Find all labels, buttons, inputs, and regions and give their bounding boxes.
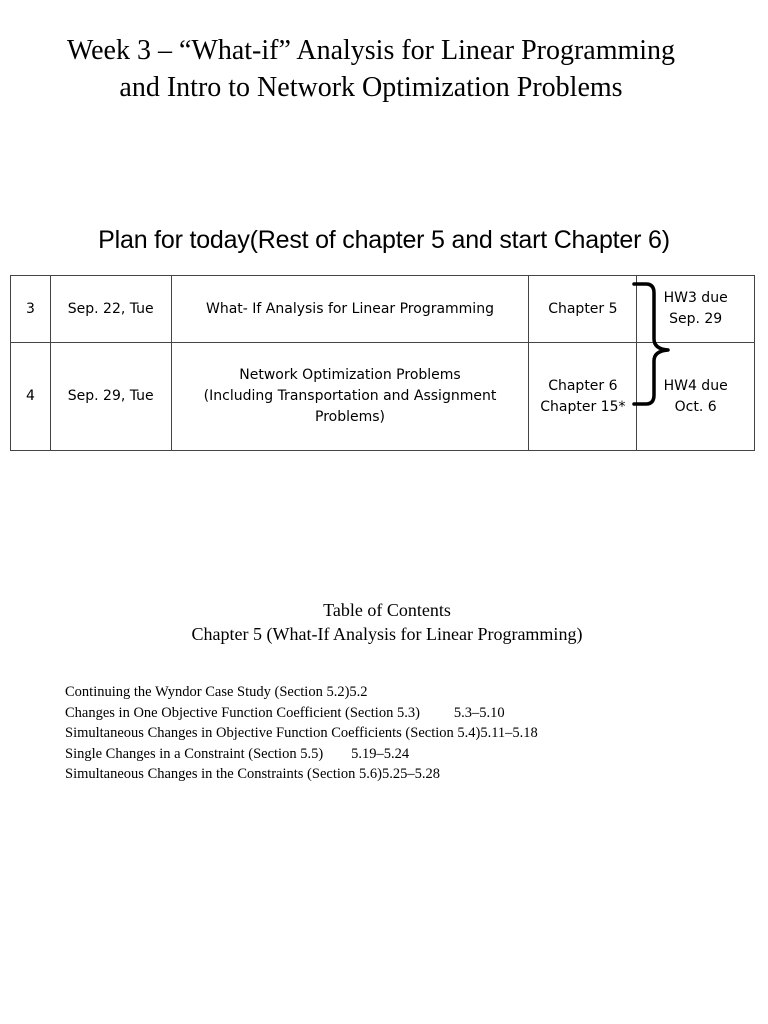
date-cell: Sep. 22, Tue — [50, 276, 171, 343]
reading-line: Chapter 6 — [548, 377, 618, 394]
table-of-contents-heading — [0, 598, 768, 646]
topic-cell — [171, 343, 529, 451]
slide-title — [0, 32, 742, 106]
toc-item — [65, 682, 745, 703]
topic-cell — [171, 276, 529, 343]
title-line-2: and Intro to Network Optimization Problems — [119, 72, 623, 103]
curly-brace-icon — [632, 281, 682, 407]
toc-item-pages: 5.11–5.18 — [480, 725, 538, 741]
toc-item-text: Simultaneous Changes in Objective Function Coefficients (Section 5.4) — [65, 725, 481, 741]
toc-item-text: Continuing the Wyndor Case Study (Section 5.2) — [65, 684, 350, 700]
toc-item-pages: 5.3–5.10 — [453, 704, 505, 721]
plan-heading: Plan for today(Rest of chapter 5 and start Chapter 6) — [98, 226, 670, 254]
date-cell: Sep. 29, Tue — [50, 343, 171, 451]
toc-item — [65, 723, 745, 744]
homework-line: HW4 due — [663, 377, 728, 394]
reading-cell — [529, 276, 637, 343]
toc-item-pages: 5.2 — [349, 684, 368, 700]
toc-item-text: Changes in One Objective Function Coefficient (Section 5.3) — [65, 704, 420, 721]
toc-item-text: Single Changes in a Constraint (Section 5.5) — [65, 745, 324, 762]
toc-item — [65, 703, 745, 724]
toc-item — [65, 744, 745, 765]
toc-subtitle: Chapter 5 (What-If Analysis for Linear Programming) — [191, 624, 583, 644]
toc-item — [65, 764, 745, 785]
topic-line: Network Optimization Problems — [239, 367, 461, 383]
toc-item-pages: 5.25–5.28 — [381, 766, 440, 782]
homework-line: Sep. 29 — [669, 311, 723, 327]
toc-list — [65, 682, 745, 785]
week-cell: 4 — [11, 343, 51, 451]
toc-title: Table of Contents — [323, 600, 451, 620]
title-line-1: Week 3 – “What-if” Analysis for Linear Programming — [66, 35, 676, 66]
toc-item-text: Simultaneous Changes in the Constraints (Section 5.6) — [65, 766, 382, 782]
reading-line: Chapter 15* — [540, 398, 626, 415]
homework-line: Oct. 6 — [674, 398, 717, 415]
topic-line: (Including Transportation and Assignment — [203, 388, 497, 404]
homework-line: HW3 due — [663, 290, 728, 306]
reading-cell — [529, 343, 637, 451]
week-cell: 3 — [11, 276, 51, 343]
topic-line: Problems) — [315, 409, 385, 425]
topic-line: What- If Analysis for Linear Programming — [206, 300, 494, 317]
reading-line: Chapter 5 — [548, 300, 618, 317]
toc-item-pages: 5.19–5.24 — [351, 745, 410, 762]
